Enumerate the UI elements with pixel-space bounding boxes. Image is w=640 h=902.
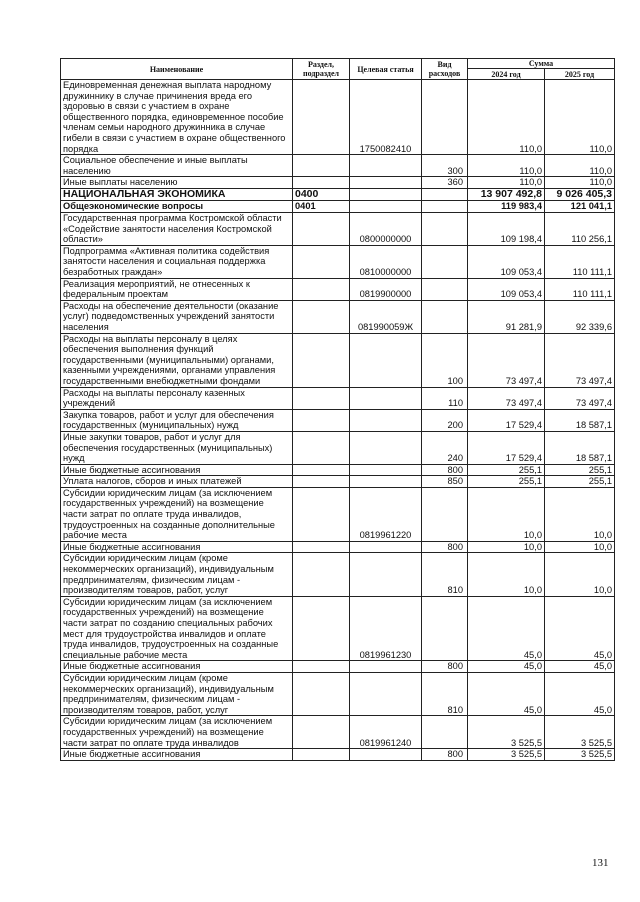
header-year-2025: 2025 год bbox=[545, 69, 615, 80]
row-name-cell: Субсидии юридическим лицам (за исключением государственных учреждений) на возмещение части затрат по оплате труда инвалидов bbox=[61, 716, 293, 749]
row-value-2024-cell: 13 907 492,8 bbox=[468, 188, 545, 201]
row-name-cell: Расходы на обеспечение деятельности (оказание услуг) подведомственных учреждений занятости населения bbox=[61, 300, 293, 333]
row-value-2025-cell: 9 026 405,3 bbox=[545, 188, 615, 201]
row-section-cell bbox=[293, 716, 350, 749]
row-target-cell bbox=[350, 409, 422, 431]
row-name-cell: Закупка товаров, работ и услуг для обеспечения государственных (муниципальных) нужд bbox=[61, 409, 293, 431]
row-value-2025-cell: 110 256,1 bbox=[545, 213, 615, 246]
table-row bbox=[61, 431, 615, 464]
row-target-cell bbox=[350, 387, 422, 409]
row-value-2025-cell: 3 525,5 bbox=[545, 716, 615, 749]
table-row bbox=[61, 245, 615, 278]
row-section-cell: 0401 bbox=[293, 201, 350, 213]
row-section-cell bbox=[293, 541, 350, 553]
table-row bbox=[61, 213, 615, 246]
row-target-cell bbox=[350, 476, 422, 488]
row-kind-cell: 110 bbox=[422, 387, 468, 409]
row-kind-cell bbox=[422, 245, 468, 278]
row-value-2025-cell: 110 111,1 bbox=[545, 245, 615, 278]
table-row bbox=[61, 201, 615, 213]
row-section-cell: 0400 bbox=[293, 188, 350, 201]
row-section-cell bbox=[293, 409, 350, 431]
row-value-2024-cell: 109 053,4 bbox=[468, 245, 545, 278]
row-target-cell: 0810000000 bbox=[350, 245, 422, 278]
row-section-cell bbox=[293, 596, 350, 661]
row-value-2025-cell: 45,0 bbox=[545, 672, 615, 715]
row-value-2024-cell: 110,0 bbox=[468, 177, 545, 189]
table-row bbox=[61, 661, 615, 673]
table-row bbox=[61, 541, 615, 553]
header-target: Целевая статья bbox=[350, 59, 422, 80]
row-name-cell: Единовременная денежная выплата народному дружиннику в случае причинения вреда его здоровью в связи с участием в охране общественного порядка, единовременное пособие членам семьи народного дружинника в случае гибели в связи с участием в охране общественного порядка bbox=[61, 80, 293, 155]
row-section-cell bbox=[293, 245, 350, 278]
row-kind-cell bbox=[422, 487, 468, 541]
row-target-cell bbox=[350, 177, 422, 189]
row-value-2024-cell: 10,0 bbox=[468, 487, 545, 541]
row-kind-cell: 810 bbox=[422, 672, 468, 715]
row-kind-cell bbox=[422, 201, 468, 213]
table-row bbox=[61, 672, 615, 715]
row-kind-cell: 360 bbox=[422, 177, 468, 189]
row-target-cell bbox=[350, 188, 422, 201]
row-value-2025-cell: 73 497,4 bbox=[545, 387, 615, 409]
table-row bbox=[61, 487, 615, 541]
row-value-2025-cell: 10,0 bbox=[545, 487, 615, 541]
row-section-cell bbox=[293, 672, 350, 715]
row-value-2024-cell: 45,0 bbox=[468, 596, 545, 661]
row-target-cell: 1750082410 bbox=[350, 80, 422, 155]
row-target-cell bbox=[350, 541, 422, 553]
row-name-cell: Субсидии юридическим лицам (кроме некоммерческих организаций), индивидуальным предпринимателям, физическим лицам - производителям товаров, работ, услуг bbox=[61, 672, 293, 715]
row-value-2025-cell: 110,0 bbox=[545, 177, 615, 189]
row-target-cell bbox=[350, 333, 422, 387]
row-target-cell bbox=[350, 553, 422, 596]
row-section-cell bbox=[293, 431, 350, 464]
table-row bbox=[61, 387, 615, 409]
row-target-cell: 081990059Ж bbox=[350, 300, 422, 333]
row-value-2025-cell: 45,0 bbox=[545, 596, 615, 661]
row-target-cell bbox=[350, 155, 422, 177]
table-row bbox=[61, 553, 615, 596]
row-value-2024-cell: 45,0 bbox=[468, 672, 545, 715]
row-target-cell: 0819900000 bbox=[350, 278, 422, 300]
row-name-cell: Иные бюджетные ассигнования bbox=[61, 749, 293, 761]
row-value-2024-cell: 110,0 bbox=[468, 80, 545, 155]
budget-document bbox=[60, 58, 614, 761]
table-row bbox=[61, 464, 615, 476]
header-year-2024: 2024 год bbox=[468, 69, 545, 80]
row-value-2025-cell: 92 339,6 bbox=[545, 300, 615, 333]
row-kind-cell bbox=[422, 596, 468, 661]
table-row bbox=[61, 155, 615, 177]
row-value-2024-cell: 73 497,4 bbox=[468, 387, 545, 409]
row-kind-cell bbox=[422, 300, 468, 333]
row-name-cell: Социальное обеспечение и иные выплаты населению bbox=[61, 155, 293, 177]
row-name-cell: НАЦИОНАЛЬНАЯ ЭКОНОМИКА bbox=[61, 188, 293, 201]
row-value-2024-cell: 109 053,4 bbox=[468, 278, 545, 300]
row-target-cell bbox=[350, 672, 422, 715]
row-value-2025-cell: 73 497,4 bbox=[545, 333, 615, 387]
row-name-cell: Расходы на выплаты персоналу казенных учреждений bbox=[61, 387, 293, 409]
row-kind-cell: 800 bbox=[422, 749, 468, 761]
budget-table bbox=[60, 58, 615, 761]
row-kind-cell bbox=[422, 80, 468, 155]
row-section-cell bbox=[293, 464, 350, 476]
row-section-cell bbox=[293, 387, 350, 409]
row-name-cell: Подпрограмма «Активная политика содействия занятости населения и социальная поддержка безработных граждан» bbox=[61, 245, 293, 278]
row-name-cell: Расходы на выплаты персоналу в целях обеспечения выполнения функций государственными (муниципальными) органами, казенными учреждениями, органами управления государственными внебюджетными фондами bbox=[61, 333, 293, 387]
row-value-2025-cell: 10,0 bbox=[545, 541, 615, 553]
table-row bbox=[61, 749, 615, 761]
row-target-cell: 0819961220 bbox=[350, 487, 422, 541]
row-kind-cell: 850 bbox=[422, 476, 468, 488]
row-name-cell: Иные бюджетные ассигнования bbox=[61, 661, 293, 673]
row-value-2024-cell: 3 525,5 bbox=[468, 749, 545, 761]
row-value-2025-cell: 110,0 bbox=[545, 80, 615, 155]
row-section-cell bbox=[293, 749, 350, 761]
table-row bbox=[61, 188, 615, 201]
row-value-2024-cell: 110,0 bbox=[468, 155, 545, 177]
row-target-cell bbox=[350, 749, 422, 761]
row-section-cell bbox=[293, 487, 350, 541]
row-section-cell bbox=[293, 333, 350, 387]
row-name-cell: Иные бюджетные ассигнования bbox=[61, 464, 293, 476]
row-kind-cell bbox=[422, 716, 468, 749]
row-section-cell bbox=[293, 278, 350, 300]
table-row bbox=[61, 177, 615, 189]
header-name: Наименование bbox=[61, 59, 293, 80]
row-kind-cell: 100 bbox=[422, 333, 468, 387]
page-number: 131 bbox=[592, 857, 609, 869]
row-kind-cell: 800 bbox=[422, 541, 468, 553]
table-row bbox=[61, 409, 615, 431]
row-kind-cell bbox=[422, 188, 468, 201]
row-section-cell bbox=[293, 661, 350, 673]
row-name-cell: Иные закупки товаров, работ и услуг для обеспечения государственных (муниципальных) нужд bbox=[61, 431, 293, 464]
row-target-cell: 0819961240 bbox=[350, 716, 422, 749]
row-target-cell bbox=[350, 661, 422, 673]
row-section-cell bbox=[293, 213, 350, 246]
row-name-cell: Субсидии юридическим лицам (за исключением государственных учреждений) на возмещение части затрат по оплате труда инвалидов, трудоустроенных на созданные дополнительные рабочие места bbox=[61, 487, 293, 541]
row-kind-cell: 300 bbox=[422, 155, 468, 177]
row-section-cell bbox=[293, 80, 350, 155]
row-value-2025-cell: 110,0 bbox=[545, 155, 615, 177]
table-row bbox=[61, 476, 615, 488]
row-target-cell bbox=[350, 201, 422, 213]
row-value-2024-cell: 73 497,4 bbox=[468, 333, 545, 387]
row-section-cell bbox=[293, 177, 350, 189]
row-value-2024-cell: 109 198,4 bbox=[468, 213, 545, 246]
row-section-cell bbox=[293, 155, 350, 177]
row-target-cell bbox=[350, 431, 422, 464]
row-value-2025-cell: 121 041,1 bbox=[545, 201, 615, 213]
table-row bbox=[61, 596, 615, 661]
row-value-2025-cell: 110 111,1 bbox=[545, 278, 615, 300]
row-name-cell: Государственная программа Костромской области «Содействие занятости населения Костромской области» bbox=[61, 213, 293, 246]
row-name-cell: Уплата налогов, сборов и иных платежей bbox=[61, 476, 293, 488]
row-name-cell: Субсидии юридическим лицам (кроме некоммерческих организаций), индивидуальным предпринимателям, физическим лицам - производителям товаров, работ, услуг bbox=[61, 553, 293, 596]
row-value-2025-cell: 3 525,5 bbox=[545, 749, 615, 761]
row-section-cell bbox=[293, 300, 350, 333]
table-row bbox=[61, 278, 615, 300]
row-kind-cell: 240 bbox=[422, 431, 468, 464]
row-kind-cell: 810 bbox=[422, 553, 468, 596]
row-value-2024-cell: 255,1 bbox=[468, 476, 545, 488]
row-value-2024-cell: 17 529,4 bbox=[468, 409, 545, 431]
row-value-2024-cell: 91 281,9 bbox=[468, 300, 545, 333]
row-value-2025-cell: 18 587,1 bbox=[545, 431, 615, 464]
row-target-cell: 0800000000 bbox=[350, 213, 422, 246]
header-kind: Вид расходов bbox=[422, 59, 468, 80]
row-value-2025-cell: 45,0 bbox=[545, 661, 615, 673]
row-kind-cell: 800 bbox=[422, 661, 468, 673]
row-value-2024-cell: 119 983,4 bbox=[468, 201, 545, 213]
row-kind-cell: 200 bbox=[422, 409, 468, 431]
row-name-cell: Реализация мероприятий, не отнесенных к федеральным проектам bbox=[61, 278, 293, 300]
row-target-cell: 0819961230 bbox=[350, 596, 422, 661]
row-value-2024-cell: 10,0 bbox=[468, 541, 545, 553]
row-name-cell: Иные бюджетные ассигнования bbox=[61, 541, 293, 553]
header-sum: Сумма bbox=[468, 59, 615, 69]
table-row bbox=[61, 716, 615, 749]
table-row bbox=[61, 80, 615, 155]
row-kind-cell: 800 bbox=[422, 464, 468, 476]
row-value-2025-cell: 10,0 bbox=[545, 553, 615, 596]
row-kind-cell bbox=[422, 213, 468, 246]
row-value-2024-cell: 17 529,4 bbox=[468, 431, 545, 464]
row-name-cell: Общеэкономические вопросы bbox=[61, 201, 293, 213]
table-row bbox=[61, 333, 615, 387]
row-section-cell bbox=[293, 553, 350, 596]
row-target-cell bbox=[350, 464, 422, 476]
row-kind-cell bbox=[422, 278, 468, 300]
table-body bbox=[61, 80, 615, 761]
row-value-2024-cell: 45,0 bbox=[468, 661, 545, 673]
row-name-cell: Субсидии юридическим лицам (за исключением государственных учреждений) на возмещение части затрат по созданию специальных рабочих мест для трудоустройства инвалидов и оплате труда инвалидов, трудоустроенных на созданные специальные рабочие места bbox=[61, 596, 293, 661]
table-row bbox=[61, 300, 615, 333]
row-value-2025-cell: 18 587,1 bbox=[545, 409, 615, 431]
row-value-2025-cell: 255,1 bbox=[545, 476, 615, 488]
row-value-2024-cell: 3 525,5 bbox=[468, 716, 545, 749]
row-name-cell: Иные выплаты населению bbox=[61, 177, 293, 189]
header-section: Раздел, подраздел bbox=[293, 59, 350, 80]
row-value-2024-cell: 10,0 bbox=[468, 553, 545, 596]
row-section-cell bbox=[293, 476, 350, 488]
row-value-2024-cell: 255,1 bbox=[468, 464, 545, 476]
row-value-2025-cell: 255,1 bbox=[545, 464, 615, 476]
